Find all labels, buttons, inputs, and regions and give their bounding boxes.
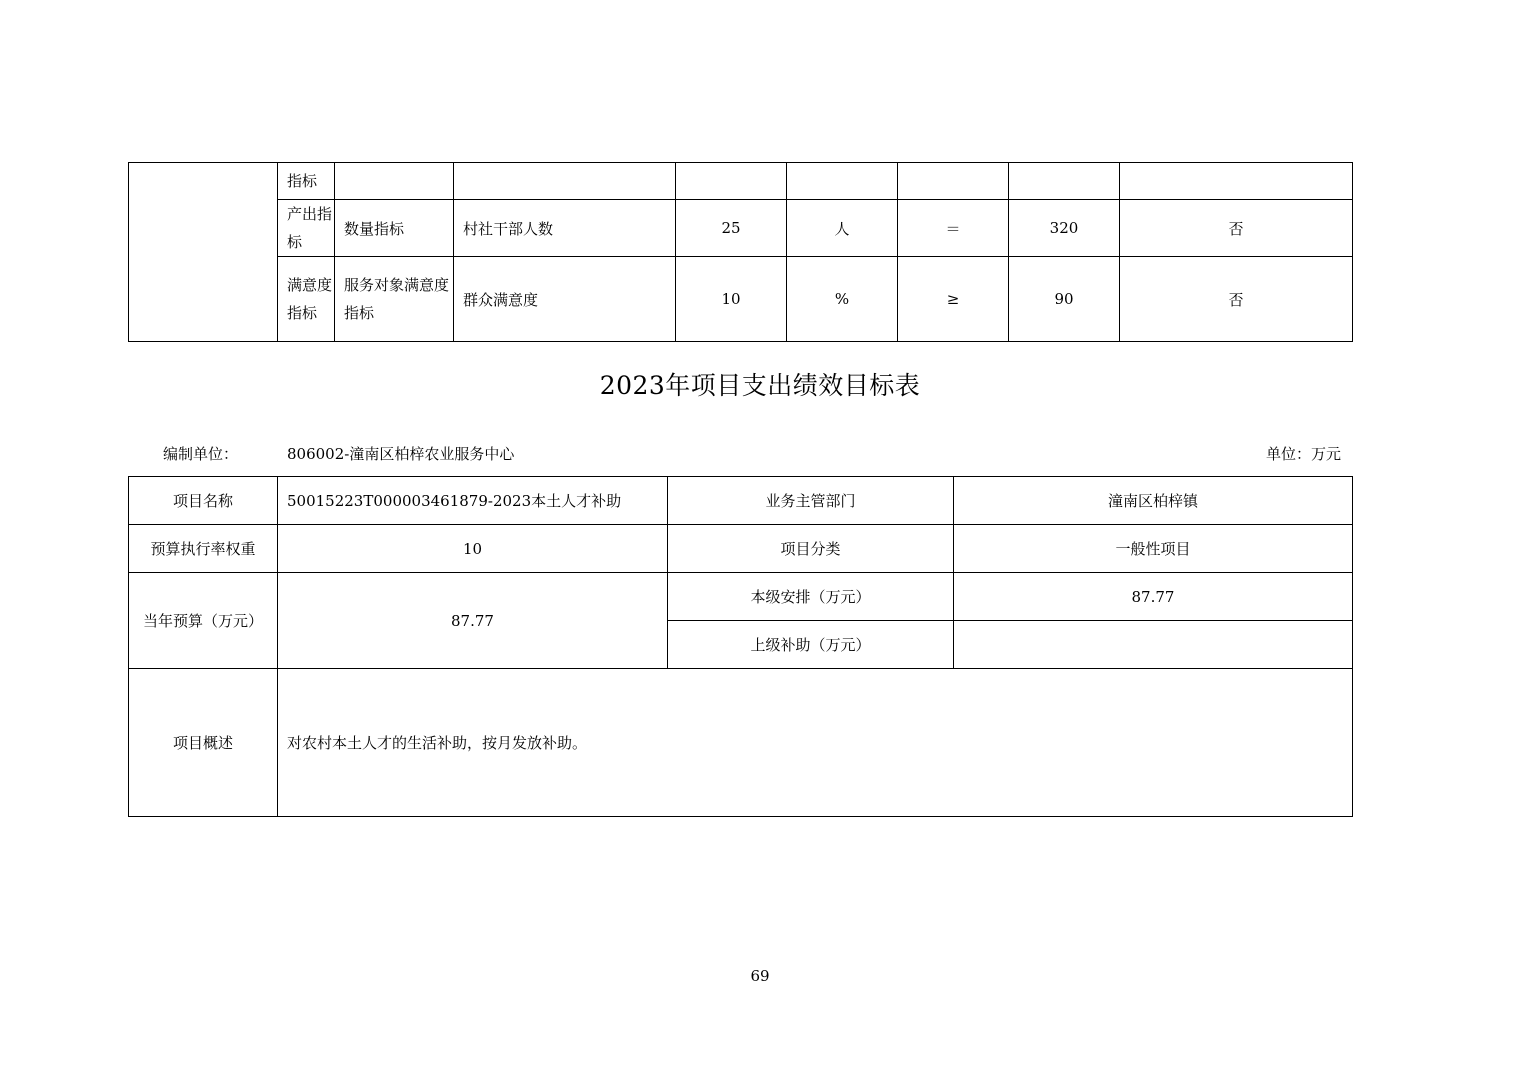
- local-value: 87.77: [954, 573, 1353, 621]
- local-label: 本级安排（万元）: [668, 573, 954, 621]
- category-label: 项目分类: [668, 525, 954, 573]
- performance-target-table: [128, 476, 1353, 817]
- page-number: 69: [750, 967, 770, 985]
- table-row: [129, 477, 1353, 525]
- budget-value: 87.77: [278, 573, 668, 669]
- indicator-level2: 服务对象满意度指标: [335, 257, 454, 342]
- budget-label: 当年预算（万元）: [129, 573, 278, 669]
- indicator-level3: 村社干部人数: [454, 200, 676, 257]
- table-row: [129, 200, 1353, 257]
- project-name-label: 项目名称: [129, 477, 278, 525]
- org-value: 806002-潼南区柏梓农业服务中心: [287, 445, 515, 463]
- indicator-target: 320: [1009, 200, 1120, 257]
- overview-value: 对农村本土人才的生活补助，按月发放补助。: [278, 669, 1353, 817]
- indicator-table-continued: [128, 162, 1353, 342]
- table-row: [129, 525, 1353, 573]
- project-name-value: 50015223T000003461879-2023本土人才补助: [278, 477, 668, 525]
- indicator-level1: 指标: [278, 163, 335, 200]
- indicator-unit: %: [787, 257, 898, 342]
- dept-label: 业务主管部门: [668, 477, 954, 525]
- indicator-level2: 数量指标: [335, 200, 454, 257]
- org-label: 编制单位：: [163, 445, 239, 463]
- indicator-level1: 满意度指标: [278, 257, 335, 342]
- table-row: [129, 669, 1353, 817]
- dept-value: 潼南区柏梓镇: [954, 477, 1353, 525]
- indicator-weight: 10: [676, 257, 787, 342]
- table-row: [129, 163, 1353, 200]
- indicator-operator: ＝: [898, 200, 1009, 257]
- upper-value: [954, 621, 1353, 669]
- indicator-flag: 否: [1120, 257, 1353, 342]
- table-row: [129, 257, 1353, 342]
- indicator-weight: 25: [676, 200, 787, 257]
- weight-value: 10: [278, 525, 668, 573]
- indicator-flag: 否: [1120, 200, 1353, 257]
- indicator-unit: 人: [787, 200, 898, 257]
- unit-label: 单位：万元: [1265, 445, 1341, 463]
- indicator-level3: 群众满意度: [454, 257, 676, 342]
- blank-cell: [129, 163, 278, 342]
- table-row: [129, 573, 1353, 621]
- category-value: 一般性项目: [954, 525, 1353, 573]
- indicator-level1: 产出指标: [278, 200, 335, 257]
- overview-label: 项目概述: [129, 669, 278, 817]
- indicator-target: 90: [1009, 257, 1120, 342]
- upper-label: 上级补助（万元）: [668, 621, 954, 669]
- indicator-operator: ≥: [898, 257, 1009, 342]
- weight-label: 预算执行率权重: [129, 525, 278, 573]
- page-title: 2023年项目支出绩效目标表: [599, 371, 921, 400]
